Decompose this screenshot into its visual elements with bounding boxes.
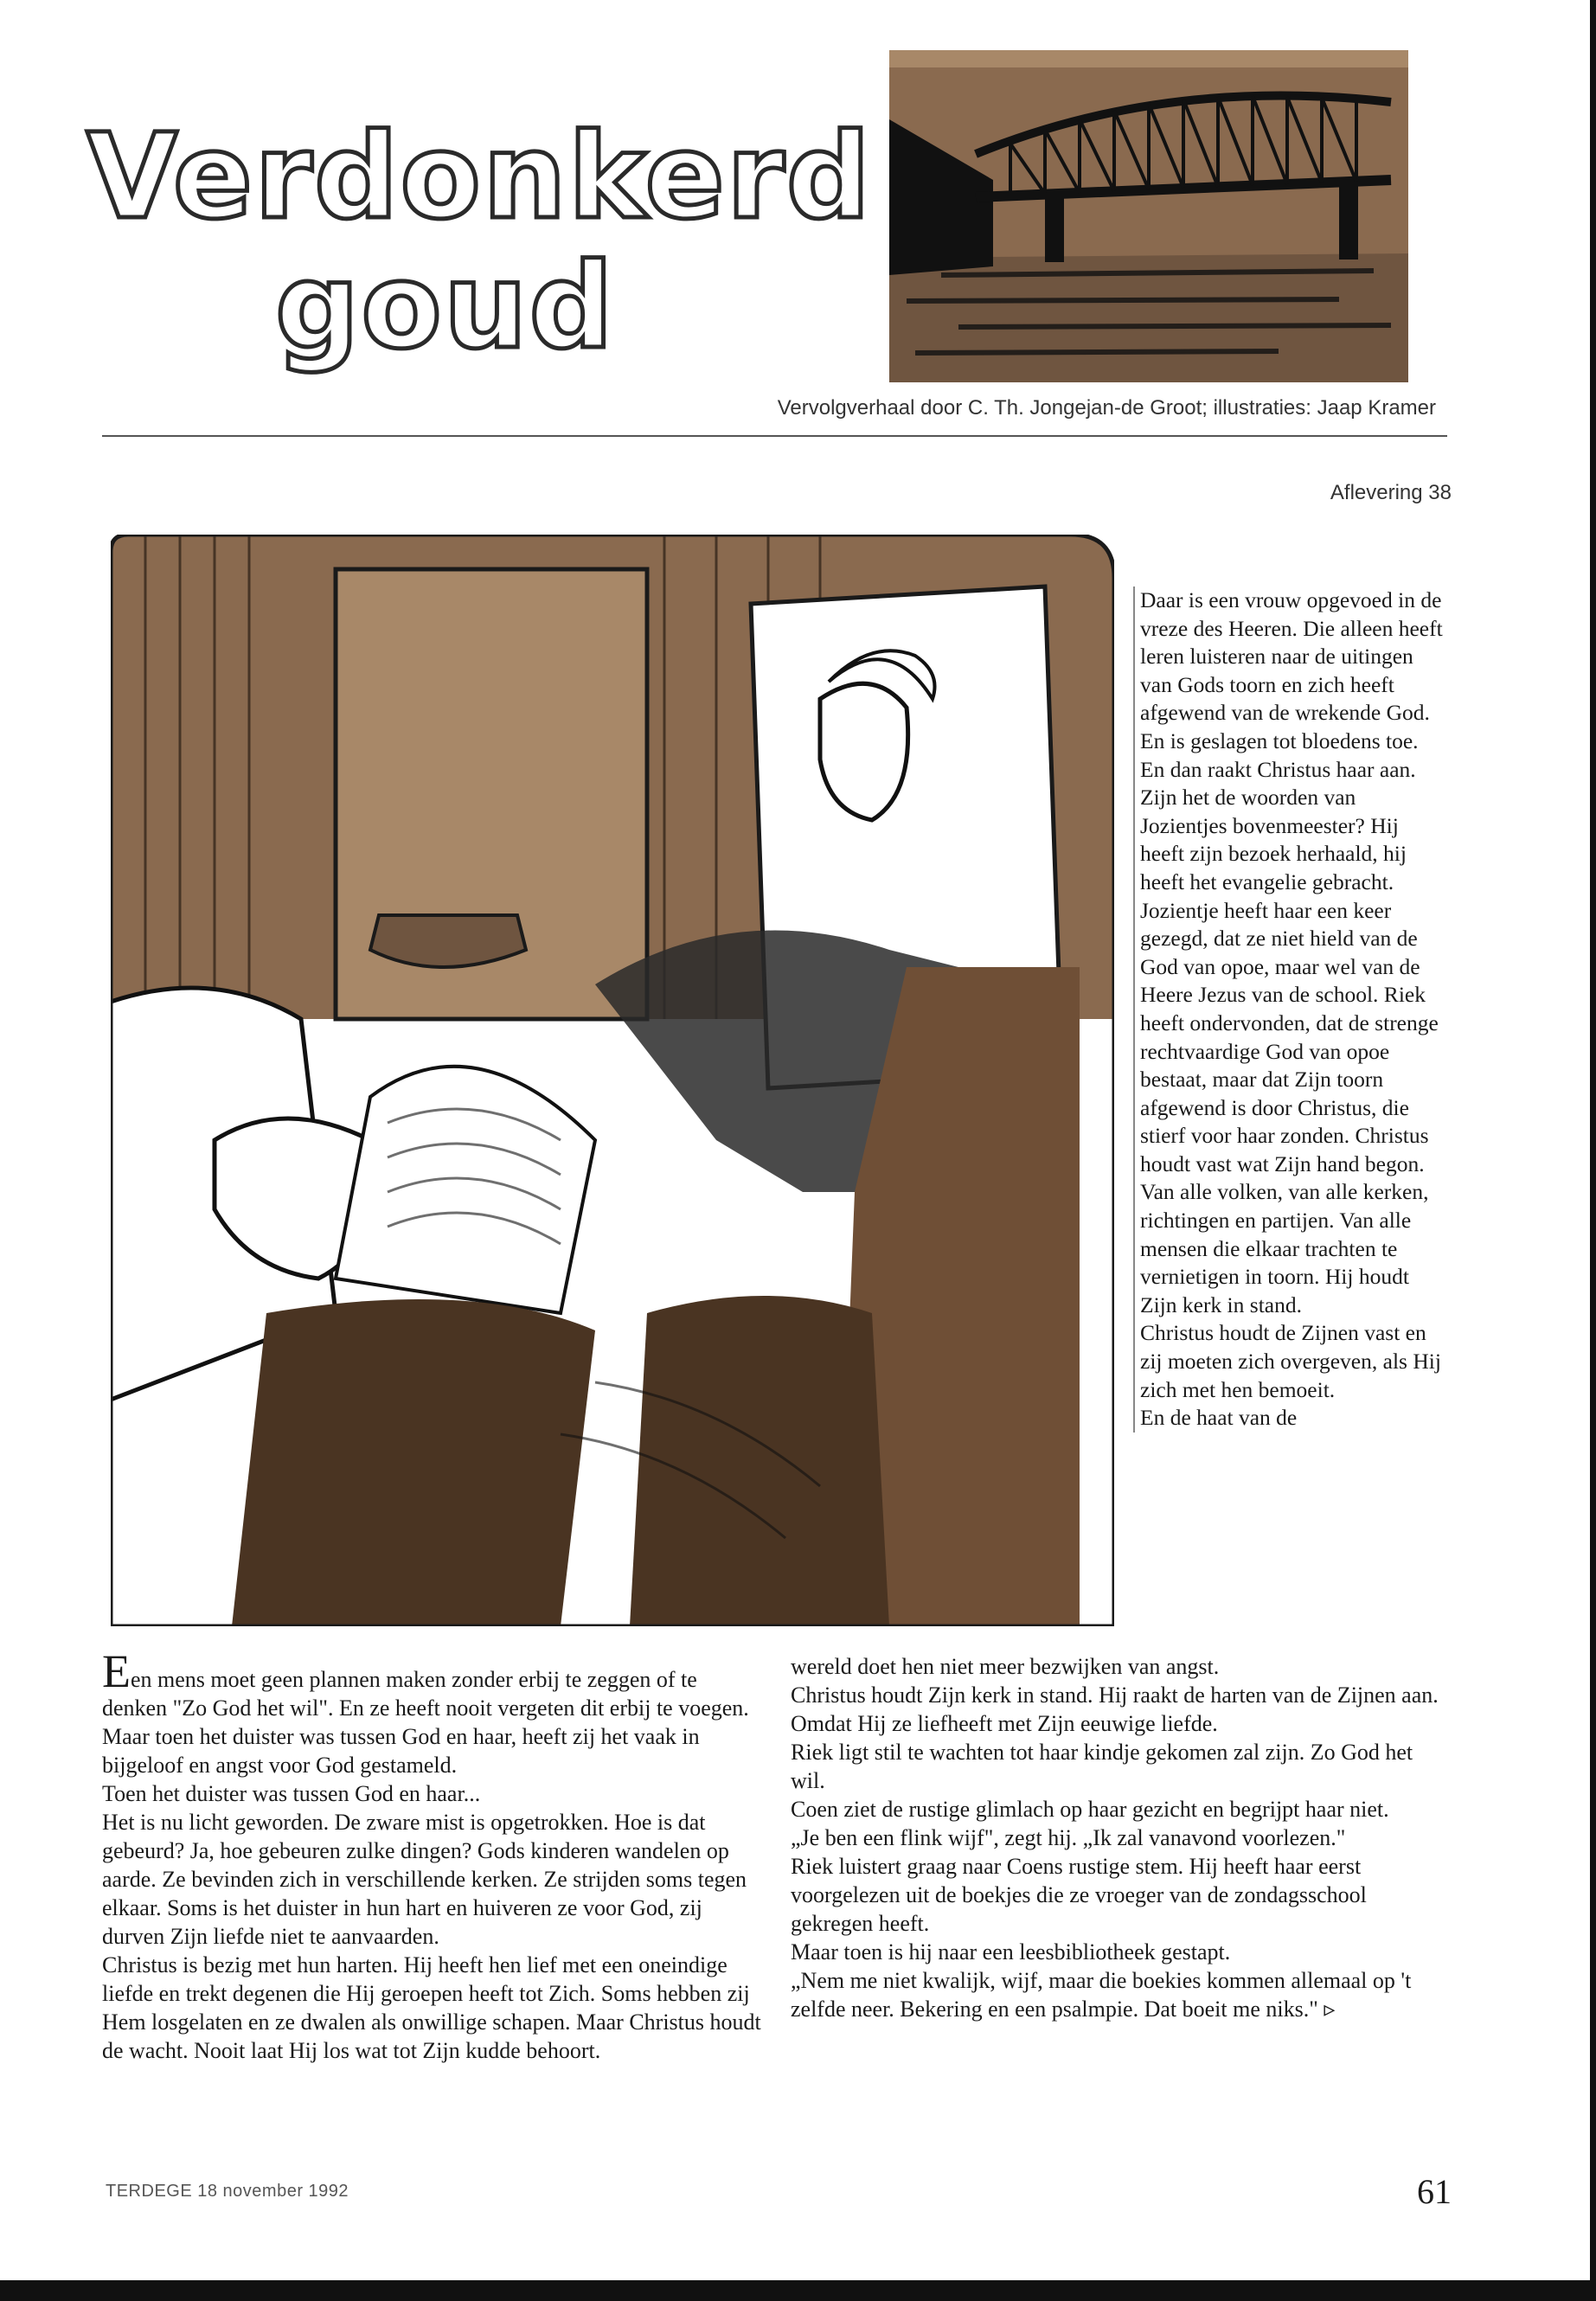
article-title: [87, 109, 873, 375]
credit-line: Vervolgverhaal door C. Th. Jongejan-de Groot; illustraties: Jaap Kramer: [777, 396, 1436, 420]
paragraph: Maar toen het duister was tussen God en haar, heeft zij het vaak in bijgeloof en angst voor God gestameld.: [102, 1724, 700, 1778]
magazine-footer: TERDEGE 18 november 1992: [106, 2182, 349, 2201]
sidebar-paragraph: Jozientje heeft haar een keer gezegd, dat ze niet hield van de God van opoe, maar wel van de Heere Jezus van de school. Riek heeft ondervonden, dat de strenge rechtvaardige God van opoe bestaat, maar dat Zijn toorn afgewend is door Christus, die stierf voor haar zonden. Christus houdt vast wat Zijn hand begon. Van alle volken, van alle kerken, richtingen en partijen. Van alle mensen die elkaar trachten te vernietigen in toorn. Hij houdt Zijn kerk in stand.: [1140, 897, 1439, 1317]
paragraph: Coen ziet de rustige glimlach op haar gezicht en begrijpt haar niet.: [791, 1797, 1389, 1822]
page-edge-right: [1590, 0, 1596, 2301]
paragraph: Riek luistert graag naar Coens rustige stem. Hij heeft haar eerst voorgelezen uit de boekjes die ze vroeger van de zondagsschool gekregen heeft.: [791, 1854, 1367, 1936]
paragraph: Christus is bezig met hun harten. Hij heeft hen lief met een oneindige liefde en trekt degenen die Hij geroepen heeft tot Zich. Soms hebben zij Hem losgelaten en ze dwalen als onwillige schapen. Maar Christus houdt de wacht. Nooit laat Hij los wat tot Zijn kudde behoort.: [102, 1952, 761, 2063]
page-edge-bottom: [0, 2280, 1596, 2301]
bedside-illustration: [111, 535, 1114, 1626]
paragraph-opening-text: en mens moet geen plannen maken zonder erbij te zeggen of te denken "Zo God het wil". En ze heeft nooit vergeten dit erbij te voegen.: [102, 1667, 749, 1721]
body-column-left: [102, 1645, 764, 2065]
page-number: 61: [1417, 2172, 1452, 2211]
paragraph: Toen het duister was tussen God en haar...: [102, 1781, 481, 1806]
header-rule: [102, 435, 1447, 437]
paragraph-opening: [102, 1645, 764, 1722]
sidebar-paragraph: En de haat van de: [1140, 1405, 1298, 1431]
bridge-illustration: [889, 50, 1408, 382]
episode-label: Aflevering 38: [1330, 481, 1452, 504]
paragraph: Maar toen is hij naar een leesbibliotheek gestapt.: [791, 1939, 1231, 1965]
title-line-2: goud: [275, 239, 615, 375]
paragraph: wereld doet hen niet meer bezwijken van angst.: [791, 1654, 1220, 1679]
dropcap: E: [102, 1645, 131, 1697]
body-column-right: [791, 1652, 1448, 2023]
paragraph: Riek ligt stil te wachten tot haar kindje gekomen zal zijn. Zo God het wil.: [791, 1740, 1413, 1793]
sidebar-paragraph: Christus houdt de Zijnen vast en zij moeten zich overgeven, als Hij zich met hen bemoeit.: [1140, 1320, 1441, 1402]
sidebar-paragraph: Daar is een vrouw opgevoed in de vreze des Heeren. Die alleen heeft leren luisteren naar de uitingen van Gods toorn en zich heeft afgewend van de wrekende God. En is geslagen tot bloedens toe. En dan raakt Christus haar aan. Zijn het de woorden van Jozientjes bovenmeester? Hij heeft zijn bezoek herhaald, hij heeft het evangelie gebracht.: [1140, 587, 1443, 894]
paragraph: „Je ben een flink wijf", zegt hij. „Ik zal vanavond voorlezen.": [791, 1825, 1346, 1850]
sidebar-text: [1133, 586, 1447, 1433]
paragraph: Het is nu licht geworden. De zware mist is opgetrokken. Hoe is dat gebeurd? Ja, hoe gebeuren zulke dingen? Gods kinderen wandelen op aarde. Ze bevinden zich in verschillende kerken. Ze strijden soms tegen elkaar. Soms is het duister in hun hart en huiveren ze voor God, zij durven Zijn liefde niet te aanvaarden.: [102, 1810, 747, 1949]
paragraph: Christus houdt Zijn kerk in stand. Hij raakt de harten van de Zijnen aan. Omdat Hij ze liefheeft met Zijn eeuwige liefde.: [791, 1682, 1439, 1736]
title-line-1: Verdonkerd: [87, 109, 873, 246]
paragraph: „Nem me niet kwalijk, wijf, maar die boekies kommen allemaal op 't zelfde neer. Bekering en een psalmpie. Dat boeit me niks." ▹: [791, 1968, 1412, 2022]
